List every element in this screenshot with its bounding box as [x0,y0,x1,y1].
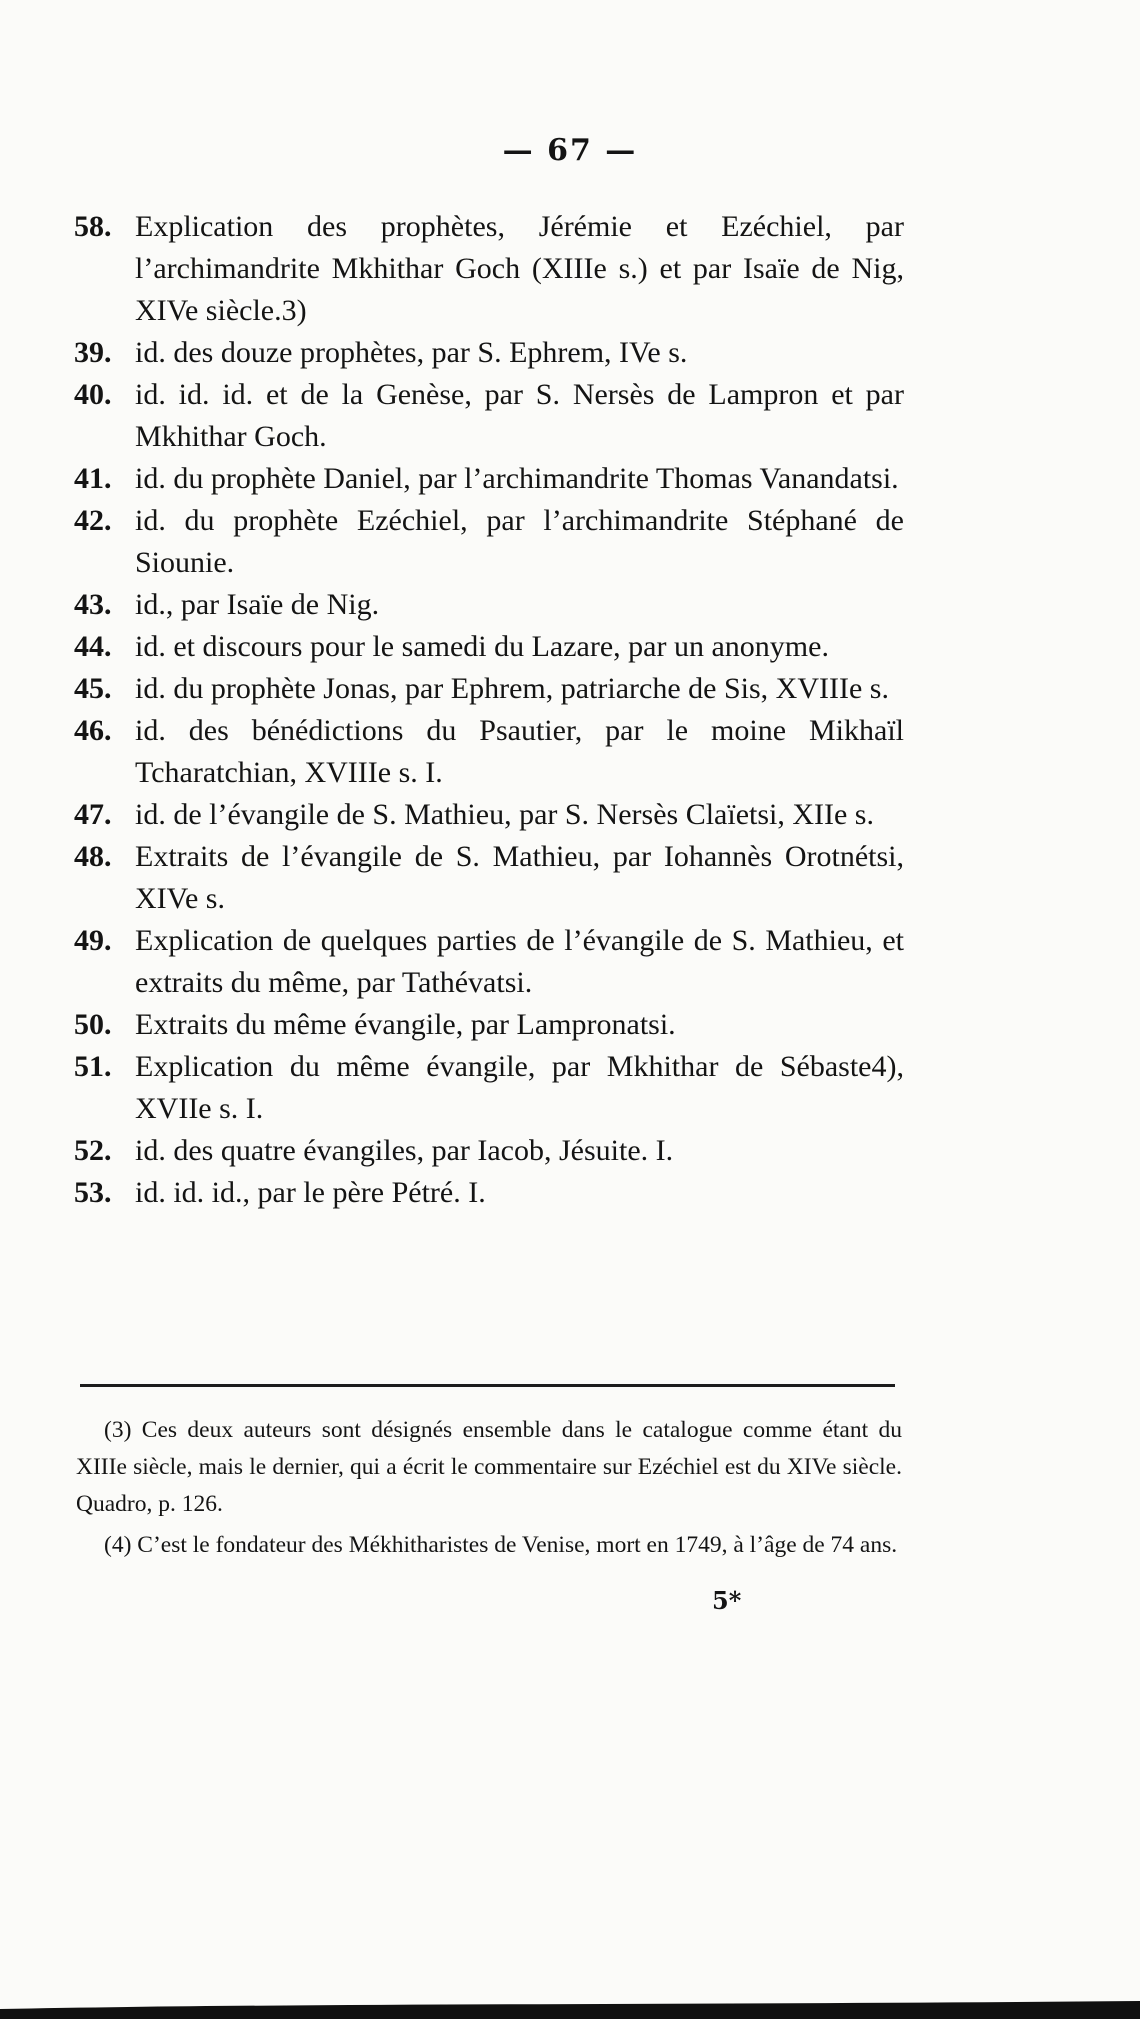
entry-text: Explication des prophètes, Jérémie et Ezéchiel, par l’archimandrite Mkhithar Goch (XIIIe s.) et par Isaïe de Nig, XIVe siècle.3) [135,210,904,327]
list-item [74,836,904,920]
list-item [74,1004,904,1046]
entry-number: 51. [74,1050,112,1083]
list-item [74,794,904,836]
entry-number: 41. [74,462,112,495]
entry-text: Explication du même évangile, par Mkhithar de Sébaste4), XVIIe s. I. [135,1050,904,1125]
entry-text: Extraits de l’évangile de S. Mathieu, par Iohannès Orotnétsi, XIVe s. [135,840,904,915]
entry-text: id. du prophète Ezéchiel, par l’archimandrite Stéphané de Siounie. [135,504,904,579]
list-item [74,500,904,584]
list-item [74,584,904,626]
list-item [74,710,904,794]
entry-number: 47. [74,798,112,831]
list-item [74,206,904,332]
entry-number: 49. [74,924,112,957]
entry-number: 52. [74,1134,112,1167]
page-bottom-edge [0,1995,1140,2019]
entry-text: id. du prophète Daniel, par l’archimandrite Thomas Vanandatsi. [135,462,899,495]
entry-number: 48. [74,840,112,873]
list-item [74,1046,904,1130]
entry-text: id. et discours pour le samedi du Lazare, par un anonyme. [135,630,829,663]
entry-text: id., par Isaïe de Nig. [135,588,380,621]
entry-number: 45. [74,672,112,705]
entry-text: id. du prophète Jonas, par Ephrem, patriarche de Sis, XVIIIe s. [135,672,889,705]
entry-number: 43. [74,588,112,621]
entry-number: 40. [74,378,112,411]
list-item [74,1172,904,1214]
entry-text: id. de l’évangile de S. Mathieu, par S. Nersès Claïetsi, XIIe s. [135,798,874,831]
entry-text: id. des bénédictions du Psautier, par le moine Mikhaïl Tcharatchian, XVIIIe s. I. [135,714,904,789]
list-item [74,458,904,500]
entry-text: id. id. id. et de la Genèse, par S. Nersès de Lampron et par Mkhithar Goch. [135,378,904,453]
entry-number: 53. [74,1176,112,1209]
footnote: (3) Ces deux auteurs sont désignés ensemble dans le catalogue comme étant du XIIIe siècle, mais le dernier, qui a écrit le commentaire sur Ezéchiel est du XIVe siècle. Quadro, p. 126. [76,1417,902,1517]
entry-number: 50. [74,1008,112,1041]
footnote-divider [80,1384,895,1387]
entry-number: 46. [74,714,112,747]
entry-number: 39. [74,336,112,369]
signature-mark: 5* [712,1586,742,1615]
list-item [74,668,904,710]
entry-text: Explication de quelques parties de l’évangile de S. Mathieu, et extraits du même, par Tathévatsi. [135,924,904,999]
entry-number: 58. [74,210,112,243]
entry-text: id. des douze prophètes, par S. Ephrem, IVe s. [135,336,688,369]
list-item [74,1130,904,1172]
entry-list [74,206,904,1214]
list-item [74,920,904,1004]
entry-number: 44. [74,630,112,663]
list-item [74,626,904,668]
page-number: — 67 — [502,133,638,168]
footnotes [76,1412,902,1568]
entry-text: Extraits du même évangile, par Lampronatsi. [135,1008,676,1041]
entry-text: id. id. id., par le père Pétré. I. [135,1176,486,1209]
entry-number: 42. [74,504,112,537]
entry-text: id. des quatre évangiles, par Iacob, Jésuite. I. [135,1134,674,1167]
list-item [74,374,904,458]
footnote: (4) C’est le fondateur des Mékhitharistes de Venise, mort en 1749, à l’âge de 74 ans. [104,1532,898,1558]
list-item [74,332,904,374]
